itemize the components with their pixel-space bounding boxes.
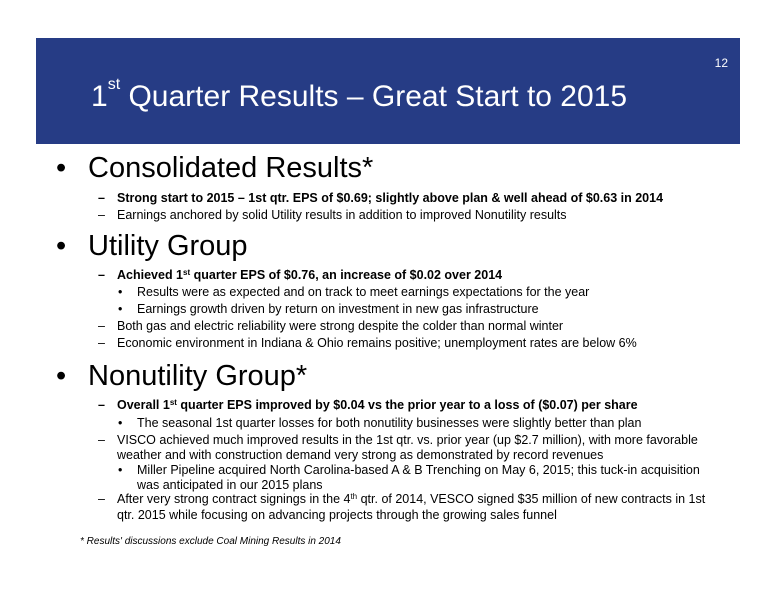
text-post: quarter EPS of $0.76, an increase of $0.02 over 2014 [190, 268, 503, 282]
bullet-item [98, 268, 708, 284]
heading-text: Utility Group [88, 230, 248, 262]
title-pre: 1 [91, 80, 108, 113]
bullet-item [98, 336, 708, 351]
sub-bullet-text: Miller Pipeline acquired North Carolina-based A & B Trenching on May 6, 2015; this tuck-in acquisition was anticipated in our 2015 plans [137, 463, 700, 492]
sub-bullet-text: Earnings growth driven by return on investment in new gas infrastructure [137, 302, 539, 316]
bullet-item [98, 191, 708, 206]
heading-text: Nonutility Group* [88, 360, 308, 392]
dash-glyph: – [98, 208, 105, 222]
text-post: quarter EPS improved by $0.04 vs the prior year to a loss of ($0.07) per share [176, 398, 638, 412]
sub-bullet-item [118, 416, 708, 431]
slide-title [91, 76, 628, 114]
section-heading-nonutility [56, 360, 307, 393]
bullet-glyph: • [118, 302, 123, 316]
dash-glyph: – [98, 398, 105, 412]
sub-bullet-item [118, 463, 708, 493]
sub-bullet-text: Results were as expected and on track to meet earnings expectations for the year [137, 285, 590, 299]
bullet-item [98, 433, 708, 463]
dash-glyph: – [98, 492, 105, 506]
bullet-item [98, 398, 708, 414]
dash-glyph: – [98, 191, 105, 205]
ordinal-sup: st [169, 398, 177, 407]
ordinal-sup: st [183, 268, 191, 277]
bullet-glyph: • [118, 463, 123, 477]
bullet-glyph: • [56, 152, 67, 184]
bullet-item [98, 208, 708, 223]
footnote: * Results' discussions exclude Coal Mining Results in 2014 [80, 536, 341, 547]
dash-glyph: – [98, 268, 105, 282]
bullet-text [117, 398, 708, 414]
title-sup: st [107, 76, 121, 93]
bullet-text: VISCO achieved much improved results in the 1st qtr. vs. prior year (up $2.7 million), with more favorable weather and with construction demand very strong as demonstrated by record revenues [117, 433, 698, 462]
dash-glyph: – [98, 319, 105, 333]
bullet-text: Strong start to 2015 – 1st qtr. EPS of $0.69; slightly above plan & well ahead of $0.63 in 2014 [117, 191, 664, 205]
text-pre: After very strong contract signings in the 4 [117, 492, 351, 506]
bullet-glyph: • [56, 230, 67, 262]
text-post: qtr. of 2014, VESCO signed $35 million of new contracts in 1st qtr. 2015 while focusing on advancing projects through the growing sales funnel [117, 492, 706, 522]
section-heading-utility [56, 230, 248, 263]
bullet-glyph: • [118, 416, 123, 430]
bullet-text [117, 268, 708, 284]
section-heading-consolidated [56, 152, 373, 185]
bullet-text [117, 492, 708, 523]
sub-bullet-text: The seasonal 1st quarter losses for both nonutility businesses were slightly better than plan [137, 416, 642, 430]
text-pre: Achieved 1 [117, 268, 184, 282]
bullet-item [98, 492, 708, 523]
sub-bullet-item [118, 302, 708, 317]
bullet-glyph: • [56, 360, 67, 392]
dash-glyph: – [98, 433, 105, 447]
heading-text: Consolidated Results* [88, 152, 374, 184]
sub-bullet-item [118, 285, 708, 300]
bullet-glyph: • [118, 285, 123, 299]
bullet-text: Economic environment in Indiana & Ohio remains positive; unemployment rates are below 6% [117, 336, 637, 350]
page-number: 12 [714, 56, 728, 70]
text-pre: Overall 1 [117, 398, 170, 412]
ordinal-sup: th [350, 492, 358, 501]
bullet-text: Earnings anchored by solid Utility results in addition to improved Nonutility results [117, 208, 567, 222]
title-banner [36, 38, 740, 144]
bullet-text: Both gas and electric reliability were strong despite the colder than normal winter [117, 319, 564, 333]
bullet-item [98, 319, 708, 334]
dash-glyph: – [98, 336, 105, 350]
title-post: Quarter Results – Great Start to 2015 [120, 80, 628, 113]
